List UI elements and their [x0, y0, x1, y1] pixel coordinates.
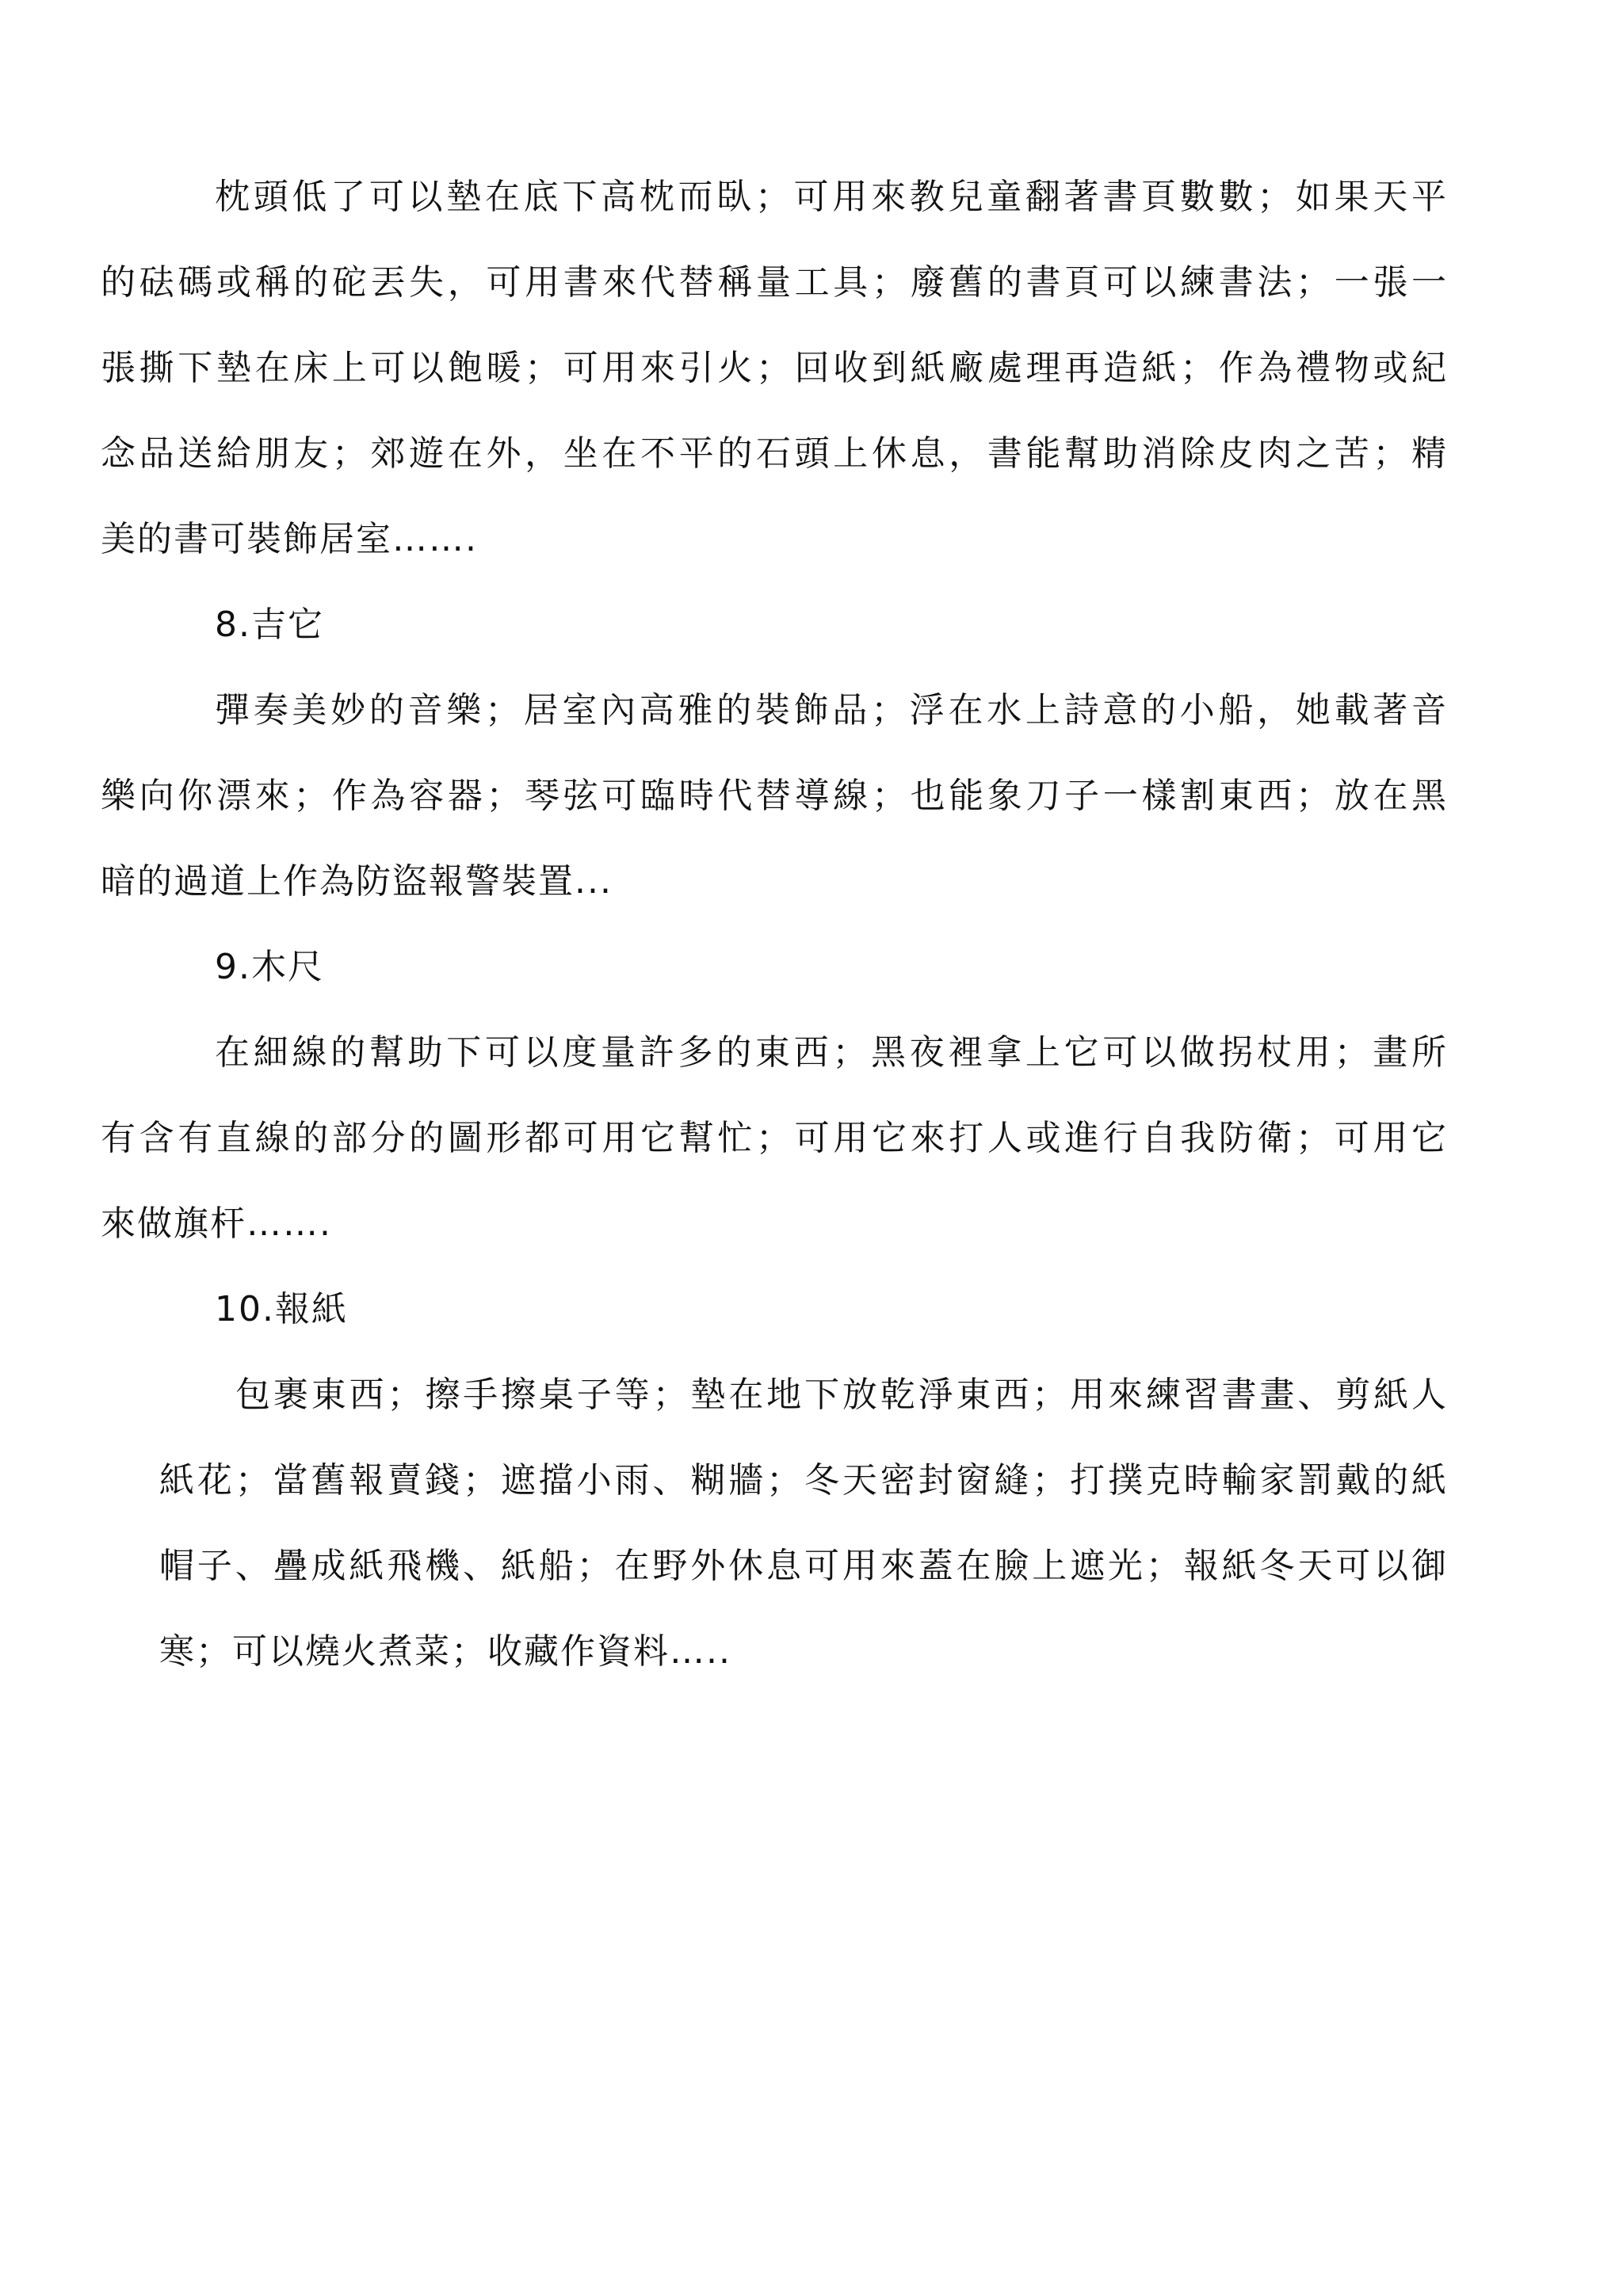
paragraph-line: 暗的過道上作為防盜報警裝置... [101, 861, 613, 902]
document-body [101, 154, 1448, 1695]
section-ruler [101, 925, 1448, 1267]
section-heading: 9.木尺 [215, 947, 324, 987]
section-heading: 8.吉它 [215, 605, 324, 645]
section-guitar [101, 582, 1448, 925]
paragraph-line: 張撕下墊在床上可以飽暖；可用來引火；回收到紙廠處理再造紙；作為禮物或紀 [101, 348, 1448, 388]
paragraph-line: 美的書可裝飾居室……. [101, 519, 478, 559]
paragraph-line: 枕頭低了可以墊在底下高枕而臥；可用來教兒童翻著書頁數數；如果天平 [215, 177, 1448, 217]
section-book [101, 154, 1448, 582]
paragraph-line: 有含有直線的部分的圖形都可用它幫忙；可用它來打人或進行自我防衛；可用它 [101, 1118, 1448, 1158]
section-newspaper [101, 1267, 1448, 1695]
paragraph-line: 紙花；當舊報賣錢；遮擋小雨、糊牆；冬天密封窗縫；打撲克時輸家罰戴的紙 [159, 1460, 1448, 1501]
paragraph-line: 在細線的幫助下可以度量許多的東西；黑夜裡拿上它可以做拐杖用；畫所 [215, 1032, 1448, 1073]
paragraph-line: 的砝碼或稱的砣丟失，可用書來代替稱量工具；廢舊的書頁可以練書法；一張一 [101, 262, 1448, 303]
paragraph-line: 帽子、疊成紙飛機、紙船；在野外休息可用來蓋在臉上遮光；報紙冬天可以御 [159, 1546, 1448, 1586]
section-heading: 10.報紙 [215, 1289, 348, 1329]
paragraph-line: 樂向你漂來；作為容器；琴弦可臨時代替導線；也能象刀子一樣割東西；放在黑 [101, 776, 1448, 816]
paragraph-line: 彈奏美妙的音樂；居室內高雅的裝飾品；浮在水上詩意的小船，她載著音 [215, 690, 1448, 730]
paragraph-line: 來做旗杆……. [101, 1203, 332, 1244]
paragraph-line: 念品送給朋友；郊遊在外，坐在不平的石頭上休息，書能幫助消除皮肉之苦；精 [101, 433, 1448, 474]
paragraph-line: 寒；可以燒火煮菜；收藏作資料….. [159, 1631, 731, 1672]
paragraph-line: 包裹東西；擦手擦桌子等；墊在地下放乾淨東西；用來練習書畫、剪紙人 [235, 1375, 1448, 1415]
